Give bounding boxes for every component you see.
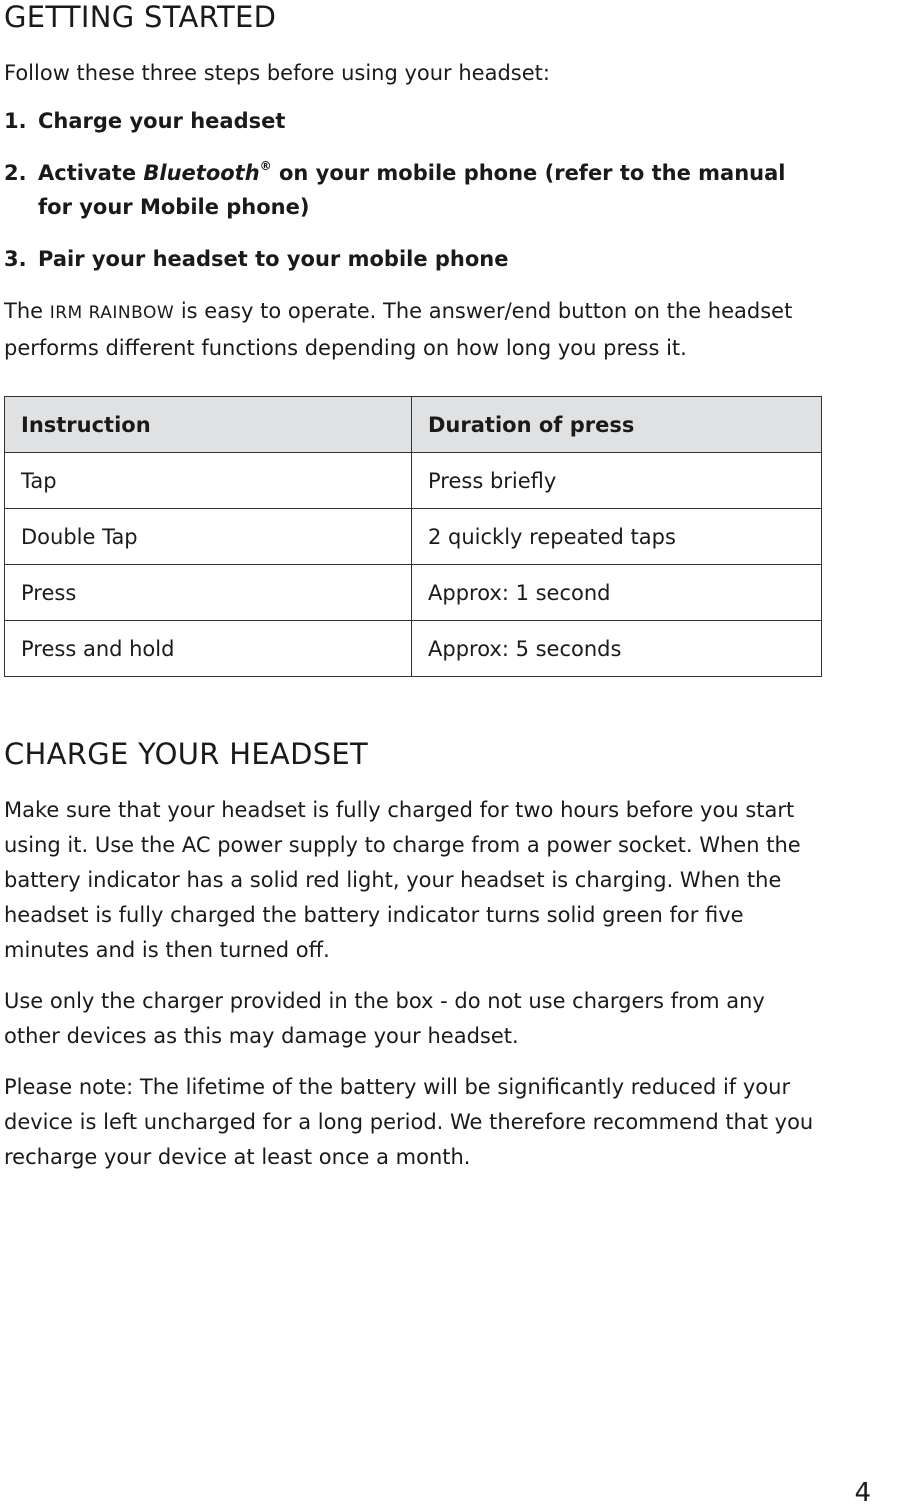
- operation-prefix: The: [4, 299, 50, 323]
- instruction-cell: Press: [5, 565, 412, 621]
- duration-cell: Approx: 5 seconds: [412, 621, 822, 677]
- operation-paragraph: [4, 294, 824, 366]
- duration-cell: 2 quickly repeated taps: [412, 509, 822, 565]
- duration-cell: Approx: 1 second: [412, 565, 822, 621]
- step-number: 1.: [4, 109, 27, 133]
- step-item: [4, 104, 824, 138]
- column-header-duration: Duration of press: [412, 397, 822, 453]
- column-header-instruction: Instruction: [5, 397, 412, 453]
- battery-note-paragraph: Please note: The lifetime of the battery will be significantly reduced if your device is left uncharged for a long period. We therefore recommend that you recharge your device at least once a month.: [4, 1075, 814, 1169]
- step-text-before: Activate: [38, 161, 144, 185]
- step-emphasis: Bluetooth: [143, 161, 260, 185]
- intro-text: Follow these three steps before using your headset:: [4, 61, 550, 85]
- step-text-after: on your mobile phone (refer to the manual for your Mobile phone): [38, 161, 786, 219]
- press-duration-table: [4, 396, 822, 677]
- registered-mark: ®: [259, 159, 272, 173]
- step-item: [4, 242, 824, 276]
- page-number: 4: [854, 1478, 871, 1508]
- charge-section-title: CHARGE YOUR HEADSET: [4, 737, 369, 771]
- steps-list: [4, 104, 824, 276]
- step-text: Charge your headset: [38, 109, 286, 133]
- operation-suffix: is easy to operate. The answer/end button on the headset performs different functions depending on how long you press it.: [4, 299, 793, 360]
- instruction-cell: Tap: [5, 453, 412, 509]
- charge-section: [4, 737, 824, 1175]
- table-row: [5, 565, 822, 621]
- getting-started-title: GETTING STARTED: [4, 0, 277, 34]
- table-row: [5, 453, 822, 509]
- step-number: 3.: [4, 247, 27, 271]
- charge-paragraph: Make sure that your headset is fully charged for two hours before you start using it. Use the AC power supply to charge from a power socket. When the battery indicator has a solid red light, your headset is charging. When the headset is fully charged the battery indicator turns solid green for five minutes and is then turned off.: [4, 798, 801, 962]
- instruction-cell: Press and hold: [5, 621, 412, 677]
- instruction-cell: Double Tap: [5, 509, 412, 565]
- step-number: 2.: [4, 161, 27, 185]
- table-header-row: [5, 397, 822, 453]
- table-row: [5, 621, 822, 677]
- duration-cell: Press briefly: [412, 453, 822, 509]
- manual-page: [4, 0, 824, 1175]
- charger-warning-paragraph: Use only the charger provided in the box - do not use chargers from any other devices as this may damage your headset.: [4, 989, 765, 1048]
- step-item: [4, 156, 824, 224]
- step-text: Pair your headset to your mobile phone: [38, 247, 509, 271]
- brand-name: IRM RAINBOW: [49, 303, 175, 323]
- table-row: [5, 509, 822, 565]
